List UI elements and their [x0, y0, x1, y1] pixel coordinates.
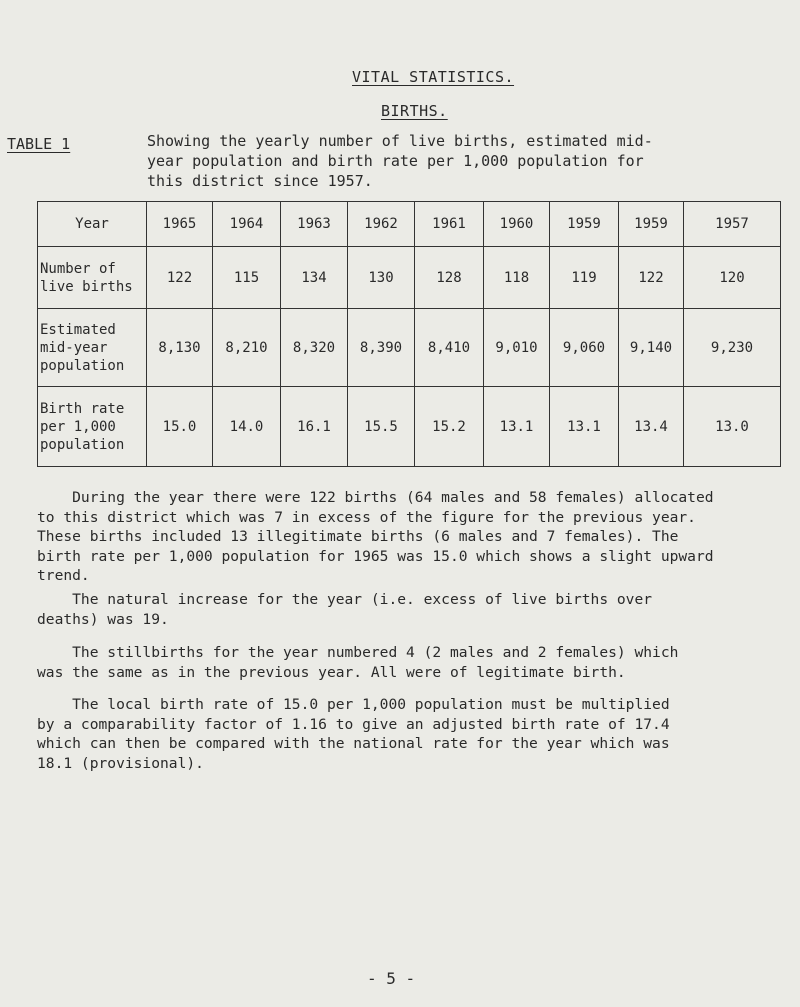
table-cell: 122 [147, 247, 213, 309]
table-cell: 134 [281, 247, 348, 309]
table-row [38, 309, 781, 387]
year-cell: 1962 [348, 202, 415, 247]
table-cell: 130 [348, 247, 415, 309]
page-title: VITAL STATISTICS. [352, 68, 515, 86]
text-line: The stillbirths for the year numbered 4 (2 males and 2 females) which [37, 644, 679, 661]
table-cell: 8,210 [213, 309, 281, 387]
table-cell: 13.0 [684, 387, 781, 467]
table-cell: 16.1 [281, 387, 348, 467]
text-line: The natural increase for the year (i.e. excess of live births over [37, 591, 653, 608]
table-row [38, 387, 781, 467]
table-cell: 13.1 [484, 387, 550, 467]
table-cell: 13.1 [550, 387, 619, 467]
text-line: 18.1 (provisional). [37, 754, 204, 772]
paragraph-natural-increase [37, 590, 797, 629]
text-line: The local birth rate of 15.0 per 1,000 population must be multiplied [37, 696, 670, 713]
table-row [38, 247, 781, 309]
births-table [37, 201, 781, 467]
text-line: was the same as in the previous year. All were of legitimate birth. [37, 663, 626, 681]
row-label-birth-rate: Birth rate per 1,000 population [38, 387, 147, 467]
year-cell: 1959 [619, 202, 684, 247]
table-cell: 122 [619, 247, 684, 309]
table-cell: 115 [213, 247, 281, 309]
table-cell: 15.0 [147, 387, 213, 467]
table-cell: 9,230 [684, 309, 781, 387]
table-cell: 8,130 [147, 309, 213, 387]
table-cell: 9,060 [550, 309, 619, 387]
table-cell: 14.0 [213, 387, 281, 467]
text-line: birth rate per 1,000 population for 1965 was 15.0 which shows a slight upward [37, 547, 714, 565]
row-label-live-births: Number of live births [38, 247, 147, 309]
year-cell: 1960 [484, 202, 550, 247]
caption-line: Showing the yearly number of live births, estimated mid- [147, 132, 653, 150]
page-number: - 5 - [367, 969, 416, 988]
text-line: to this district which was 7 in excess of the figure for the previous year. [37, 508, 696, 526]
year-cell: 1964 [213, 202, 281, 247]
caption-line: year population and birth rate per 1,000 population for [147, 152, 644, 170]
text-line: deaths) was 19. [37, 610, 169, 628]
year-cell: 1957 [684, 202, 781, 247]
text-line: by a comparability factor of 1.16 to give an adjusted birth rate of 17.4 [37, 715, 670, 733]
year-cell: 1959 [550, 202, 619, 247]
table-label: TABLE 1 [7, 135, 71, 153]
paragraph-birth-rate [37, 695, 797, 773]
table-cell: 9,010 [484, 309, 550, 387]
paragraph-stillbirths [37, 643, 797, 682]
table-cell: 15.5 [348, 387, 415, 467]
year-cell: 1961 [415, 202, 484, 247]
caption-line: this district since 1957. [147, 172, 373, 190]
table-cell: 15.2 [415, 387, 484, 467]
table-cell: 120 [684, 247, 781, 309]
table-caption [147, 131, 747, 191]
table-header-row [38, 202, 781, 247]
table-cell: 8,410 [415, 309, 484, 387]
row-label-population: Estimated mid-year population [38, 309, 147, 387]
table-cell: 9,140 [619, 309, 684, 387]
paragraph-births [37, 488, 797, 586]
table-cell: 13.4 [619, 387, 684, 467]
text-line: trend. [37, 567, 90, 584]
table-cell: 119 [550, 247, 619, 309]
table-cell: 8,390 [348, 309, 415, 387]
text-line: During the year there were 122 births (64 males and 58 females) allocated [37, 489, 714, 506]
table-cell: 118 [484, 247, 550, 309]
table-cell: 8,320 [281, 309, 348, 387]
year-cell: 1963 [281, 202, 348, 247]
year-cell: 1965 [147, 202, 213, 247]
year-header: Year [38, 202, 147, 247]
text-line: These births included 13 illegitimate births (6 males and 7 females). The [37, 528, 679, 545]
text-line: which can then be compared with the national rate for the year which was [37, 735, 670, 752]
table-cell: 128 [415, 247, 484, 309]
section-title: BIRTHS. [381, 102, 448, 120]
